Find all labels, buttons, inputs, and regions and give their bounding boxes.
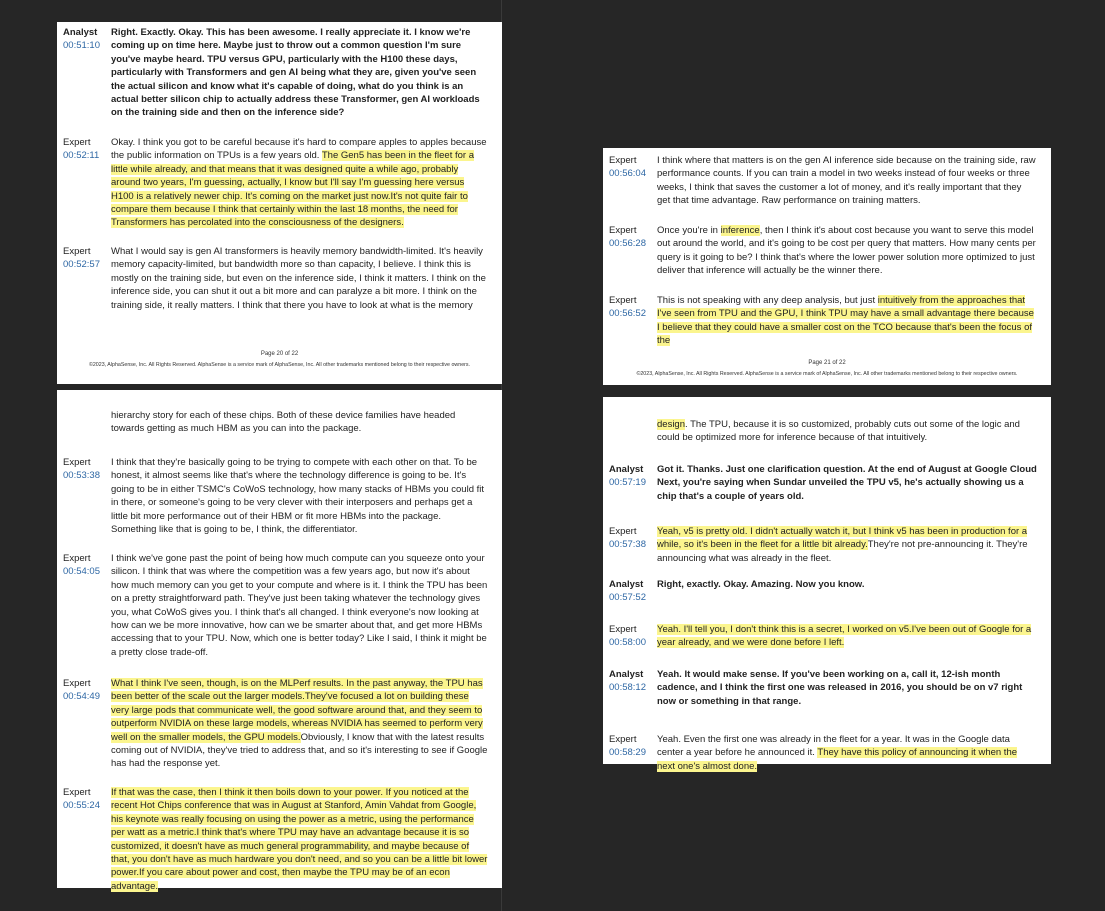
text-segment: Once you're in: [657, 225, 721, 236]
document-page: [603, 397, 1051, 772]
speaker-role: Analyst: [609, 579, 644, 590]
speaker-info: [63, 245, 113, 272]
speaker-info: [63, 136, 113, 163]
speaker-info: [63, 26, 113, 53]
transcript-text: [111, 552, 488, 659]
transcript-text: [657, 733, 1037, 773]
highlighted-text: The Gen5 has been in the fleet for a little while already, and that means that it was designed quite a while ago, probably around two years, I'm guessing, actually, I know but I'll say I'm guessing here versus H100 is a relatively newer chip. It's coming on the market just now.It's not quite fair to compare them because I think that certainly within the last 18 months, the need for Transformers has percolated into the consciousness of the designers.: [111, 150, 474, 229]
speaker-role: Expert: [609, 295, 637, 306]
transcript-text: [657, 623, 1037, 650]
timestamp: 00:53:38: [63, 470, 100, 482]
transcript-text: [657, 578, 1037, 591]
timestamp: 00:58:00: [609, 637, 646, 649]
speaker-role: Expert: [609, 624, 637, 635]
speaker-role: Expert: [609, 225, 637, 236]
text-segment: This is not speaking with any deep analysis, but just: [657, 295, 878, 306]
speaker-role: Analyst: [63, 27, 98, 38]
timestamp: 00:57:19: [609, 477, 646, 489]
speaker-info: [609, 294, 659, 321]
timestamp: 00:54:49: [63, 691, 100, 703]
transcript-text: [111, 677, 488, 771]
speaker-info: [609, 224, 659, 251]
highlighted-text: If that was the case, then I think it then boils down to your power. If you noticed at the recent Hot Chips conference that was in August at Stanford, Amin Vahdat from Google, his keynote was really focusing on using the power as a metric, using the performance per watt as a metric.I think that's where TPU may have an advantage because it is so customized, it doesn't have as much general programmability, and maybe because of that, you don't have as much hardware you don't need, and so you can be a little bit lower power.If you care about power and cost, then maybe the TPU may be of an econ advantage.: [111, 787, 488, 892]
page-number: Page 20 of 22: [260, 351, 299, 357]
text-segment: hierarchy story for each of these chips. Both of these device families have headed towards getting as much HBM as you can into the package.: [111, 410, 456, 435]
copyright-notice: ©2023, AlphaSense, Inc. All Rights Reserved. AlphaSense is a service mark of AlphaSense, Inc. All other trademarks mentioned belong to their respective owners.: [636, 371, 1018, 377]
text-segment: Obviously, I know that with the latest results coming out of NVIDIA, they've tried to address that, and so it's interesting to see if Google has had the response yet.: [111, 731, 488, 770]
transcript-text: [111, 786, 488, 893]
timestamp: 00:57:38: [609, 539, 646, 551]
text-segment: What I would say is gen AI transformers is heavily memory bandwidth-limited. It's heavily memory capacity-limited, but bandwidth more so than capacity, I believe. I think this is mostly on the training side, but even on the inference side, I think it matters. I think on the inference side, you can shut it out a bit more and can paralyze a bit more. I think on the training side, it really matters. I think that there you have to look at what is the memory: [111, 246, 486, 311]
timestamp: 00:58:12: [609, 682, 646, 694]
timestamp: 00:56:28: [609, 238, 646, 250]
speaker-role: Expert: [609, 526, 637, 537]
speaker-info: [63, 552, 113, 579]
timestamp: 00:52:57: [63, 259, 100, 271]
speaker-role: Expert: [609, 155, 637, 166]
transcript-text: [657, 224, 1037, 278]
speaker-role: Analyst: [609, 669, 644, 680]
highlighted-text: inference: [720, 225, 760, 236]
text-segment: They're not pre-announcing it. They're announcing what was already in the fleet.: [657, 539, 1028, 564]
speaker-role: Expert: [63, 787, 91, 798]
timestamp: 00:57:52: [609, 592, 646, 604]
transcript-text: [111, 136, 488, 230]
speaker-info: [63, 786, 113, 813]
transcript-text: [111, 456, 488, 536]
highlighted-text: design: [657, 419, 685, 430]
text-segment: . The TPU, because it is so customized, probably cuts out some of the logic and could be optimized more for inference because of that intuitively.: [657, 419, 1020, 444]
text-segment: Yeah. It would make sense. If you've been working on a, call it, 12-ish month cadence, and I think the first one was released in 2016, you should be on v7 right now or something in that range.: [657, 669, 1023, 707]
text-segment: I think we've gone past the point of being how much compute can you squeeze onto your silicon. I think that was where the competition was a few years ago, but now it's about how much memory can you get to your compute and where is it. I think the TPU has been on a pretty straightforward path. They've just been taking whatever the technology gives you, what CoWoS gives you. I think that's all changed. I think everyone's now looking at how can we be more innovative, how can we be smarter about that, and get more HBMs accessing that to your TPU. Now, which one is better today? Like I said, I think it might be a pretty close trade-off.: [111, 553, 488, 658]
speaker-role: Expert: [63, 137, 91, 148]
text-segment: I think where that matters is on the gen AI inference side because on the training side, raw performance counts. If you can train a model in two weeks instead of four weeks or three weeks, I think that saves the customer a lot of money, and it's really important that they get that time advantage. Raw performance on training matters.: [657, 155, 1036, 207]
speaker-role: Expert: [609, 734, 637, 745]
speaker-info: [609, 154, 659, 181]
speaker-info: [609, 463, 659, 490]
document-page: [57, 22, 502, 384]
timestamp: 00:51:10: [63, 40, 100, 52]
speaker-role: Analyst: [609, 464, 644, 475]
speaker-info: [63, 456, 113, 483]
transcript-text: [111, 26, 488, 120]
transcript-text: [657, 463, 1037, 503]
text-segment: I think that they're basically going to be trying to compete with each other on that. To be honest, it almost seems like that's where the technology difference is going to be. It's going to be in either TSMC's CoWoS technology, how many stacks of HBMs you could fit in there, or someone's going to be very clever with their interposers and perhaps get a little bit more performance out of their HBM or fit more HBMs into the package. Something like that is going to be, I think, the differentiator.: [111, 457, 485, 536]
transcript-text: [657, 154, 1037, 208]
text-segment: Yeah. Even the first one was already in the fleet for a year. It was in the Google data center a year before he announced it.: [657, 734, 1010, 759]
timestamp: 00:54:05: [63, 566, 100, 578]
speaker-role: Expert: [63, 553, 91, 564]
transcript-text: [657, 294, 1037, 348]
speaker-info: [609, 668, 659, 695]
timestamp: 00:52:11: [63, 150, 100, 162]
highlighted-text: Yeah, v5 is pretty old. I didn't actually watch it, but I think v5 has been in production for a while, so it's been in the fleet for a little bit already.: [657, 526, 1028, 551]
transcript-text: [111, 245, 488, 312]
text-segment: Right, exactly. Okay. Amazing. Now you know.: [657, 579, 865, 590]
speaker-info: [609, 578, 659, 605]
copyright-notice: ©2023, AlphaSense, Inc. All Rights Reserved. AlphaSense is a service mark of AlphaSense, Inc. All other trademarks mentioned belong to their respective owners.: [88, 362, 471, 368]
transcript-text: [657, 418, 1037, 445]
highlighted-text: What I think I've seen, though, is on the MLPerf results. In the past anyway, the TPU has been better of the scale out the larger models.They've focused a lot on building these very large pods that communicate well, the good software around that, and they seem to outperform NVIDIA on these large models, whereas NVIDIA has seemed to perform very well on the smaller models, the GPU models.: [111, 678, 483, 743]
text-segment: Okay. I think you got to be careful because it's hard to compare apples to apples because the public information on TPUs is a few years old.: [111, 137, 487, 162]
timestamp: 00:56:52: [609, 308, 646, 320]
transcript-text: [657, 525, 1037, 565]
speaker-role: Expert: [63, 246, 91, 257]
timestamp: 00:58:29: [609, 747, 646, 759]
speaker-info: [609, 733, 659, 760]
transcript-text: [111, 409, 488, 436]
highlighted-text: intuitively from the approaches that I've seen from TPU and the GPU, I think TPU may have a small advantage there because I believe that they could have a smaller cost on the TCO because that's been the focus of the: [657, 295, 1034, 347]
text-segment: , then I think it's about cost because you want to serve this model out around the world, and it's going to be cost per query that matters. How many cents per query is it going to be? I think that's where the lower power solution more optimized to just deliver that inference will actually be the winner there.: [657, 225, 1036, 277]
timestamp: 00:55:24: [63, 800, 100, 812]
text-segment: Got it. Thanks. Just one clarification question. At the end of August at Google Cloud Next, you're saying when Sundar unveiled the TPU v5, he's actually showing us a chip that's a couple of years old.: [657, 464, 1037, 502]
speaker-role: Expert: [63, 678, 91, 689]
page-number: Page 21 of 22: [808, 360, 846, 366]
document-page: [603, 148, 1051, 385]
speaker-info: [609, 623, 659, 650]
speaker-role: Expert: [63, 457, 91, 468]
text-segment: Right. Exactly. Okay. This has been awesome. I really appreciate it. I know we're coming up on time here. Maybe just to throw out a common question I'm sure you've maybe heard. TPU versus GPU, particularly with the H100 these days, particularly with Transformers and gen AI being what they are, given you've seen the actual silicon and know what it's capable of doing, what do you think is an actual better silicon chip to actually address these Transformer, gen AI workloads on the training side and then on the inference side?: [111, 27, 480, 119]
timestamp: 00:56:04: [609, 168, 646, 180]
document-page: [57, 390, 502, 892]
highlighted-text: Yeah. I'll tell you, I don't think this is a secret, I worked on v5.I've been out of Google for a year already, and we were done before I left.: [657, 624, 1032, 649]
highlighted-text: They have this policy of announcing it when the next one's almost done.: [657, 747, 1018, 772]
speaker-info: [609, 525, 659, 552]
transcript-text: [657, 668, 1037, 708]
speaker-info: [63, 677, 113, 704]
